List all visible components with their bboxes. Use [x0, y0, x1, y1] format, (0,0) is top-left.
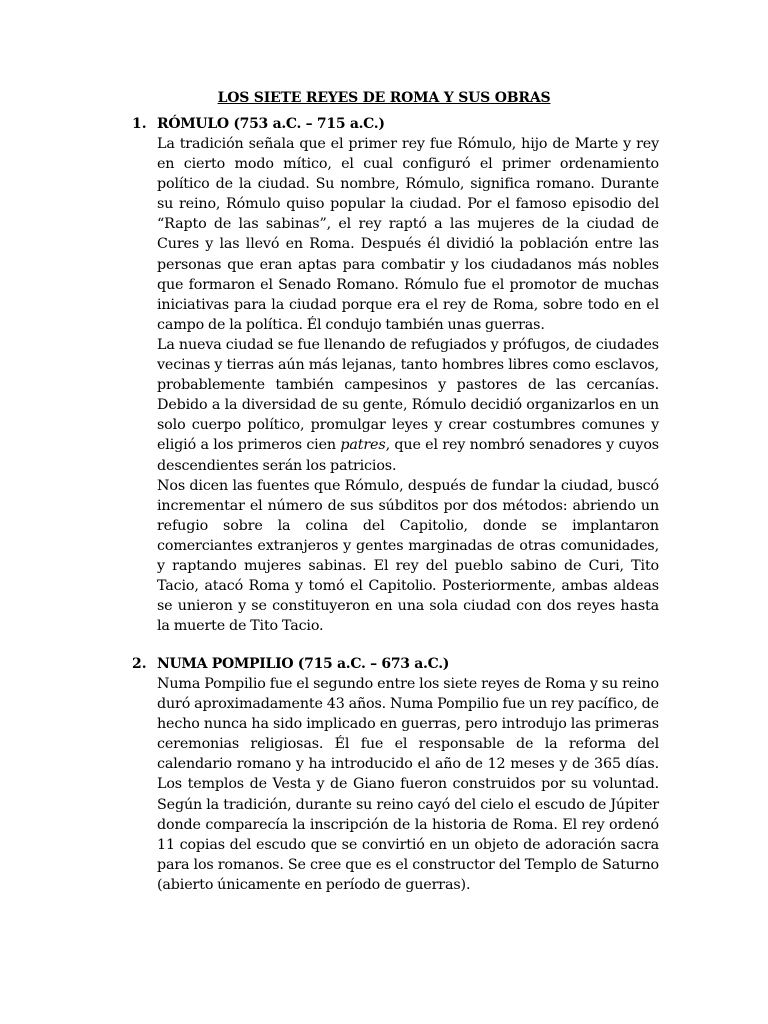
paragraph: Numa Pompilio fue el segundo entre los siete reyes de Roma y su reino duró aproximadamente 43 años. Numa Pompilio fue un rey pacífico, de hecho nunca ha sido implicado en guerras, pero introdujo las primeras ceremonias religiosas. Él fue el responsable de la reforma del calendario romano y ha introducido el año de 12 meses y de 365 días. Los templos de Vesta y de Giano fueron construidos por su voluntad. Según la tradición, durante su reino cayó del cielo el escudo de Júpiter donde comparecía la inscripción de la historia de Roma. El rey ordenó 11 copias del escudo que se convirtió en un objeto de adoración sacra para los romanos. Se cree que es el constructor del Templo de Saturno (abierto únicamente en período de guerras).: [157, 676, 659, 893]
section-body: [157, 674, 659, 895]
section-romulo: [0, 114, 768, 636]
paragraph-italic-text: patres: [340, 437, 386, 454]
section-header: [0, 114, 768, 134]
section-number: 1.: [132, 116, 147, 132]
paragraph: [157, 335, 659, 476]
paragraph: La tradición señala que el primer rey fue Rómulo, hijo de Marte y rey en cierto modo mítico, el cual configuró el primer ordenamiento político de la ciudad. Su nombre, Rómulo, significa romano. Durante su reino, Rómulo quiso popular la ciudad. Por el famoso episodio del “Rapto de las sabinas”, el rey raptó a las mujeres de la ciudad de Cures y las llevó en Roma. Después él dividió la población entre las personas que eran aptas para combatir y los ciudadanos más nobles que formaron el Senado Romano. Rómulo fue el promotor de muchas iniciativas para la ciudad porque era el rey de Roma, sobre todo en el campo de la política. Él condujo también unas guerras.: [157, 136, 659, 333]
section-heading: RÓMULO (753 a.C. – 715 a.C.): [157, 116, 385, 132]
paragraph: Nos dicen las fuentes que Rómulo, después de fundar la ciudad, buscó incrementar el número de sus súbditos por dos métodos: abriendo un refugio sobre la colina del Capitolio, donde se implantaron comerciantes extranjeros y gentes marginadas de otras comunidades, y raptando mujeres sabinas. El rey del pueblo sabino de Curi, Tito Tacio, atacó Roma y tomó el Capitolio. Posteriormente, ambas aldeas se unieron y se constituyeron en una sola ciudad con dos reyes hasta la muerte de Tito Tacio.: [157, 477, 659, 635]
section-number: 2.: [132, 656, 147, 672]
paragraph-text: , que el rey nombró senadores y cuyos descendientes serán los patricios.: [157, 437, 659, 474]
section-heading: NUMA POMPILIO (715 a.C. – 673 a.C.): [157, 656, 450, 672]
section-body: [157, 134, 659, 636]
section-numa-pompilio: [0, 654, 768, 895]
section-header: [0, 654, 768, 674]
document-title: LOS SIETE REYES DE ROMA Y SUS OBRAS: [217, 90, 551, 106]
paragraph-text: La nueva ciudad se fue llenando de refugiados y prófugos, de ciudades vecinas y tierras aún más lejanas, tanto hombres libres como esclavos, probablemente también campesinos y pastores de las cercanías. Debido a la diversidad de su gente, Rómulo decidió organizarlos en un solo cuerpo político, promulgar leyes y crear costumbres comunes y eligió a los primeros cien: [157, 336, 659, 454]
